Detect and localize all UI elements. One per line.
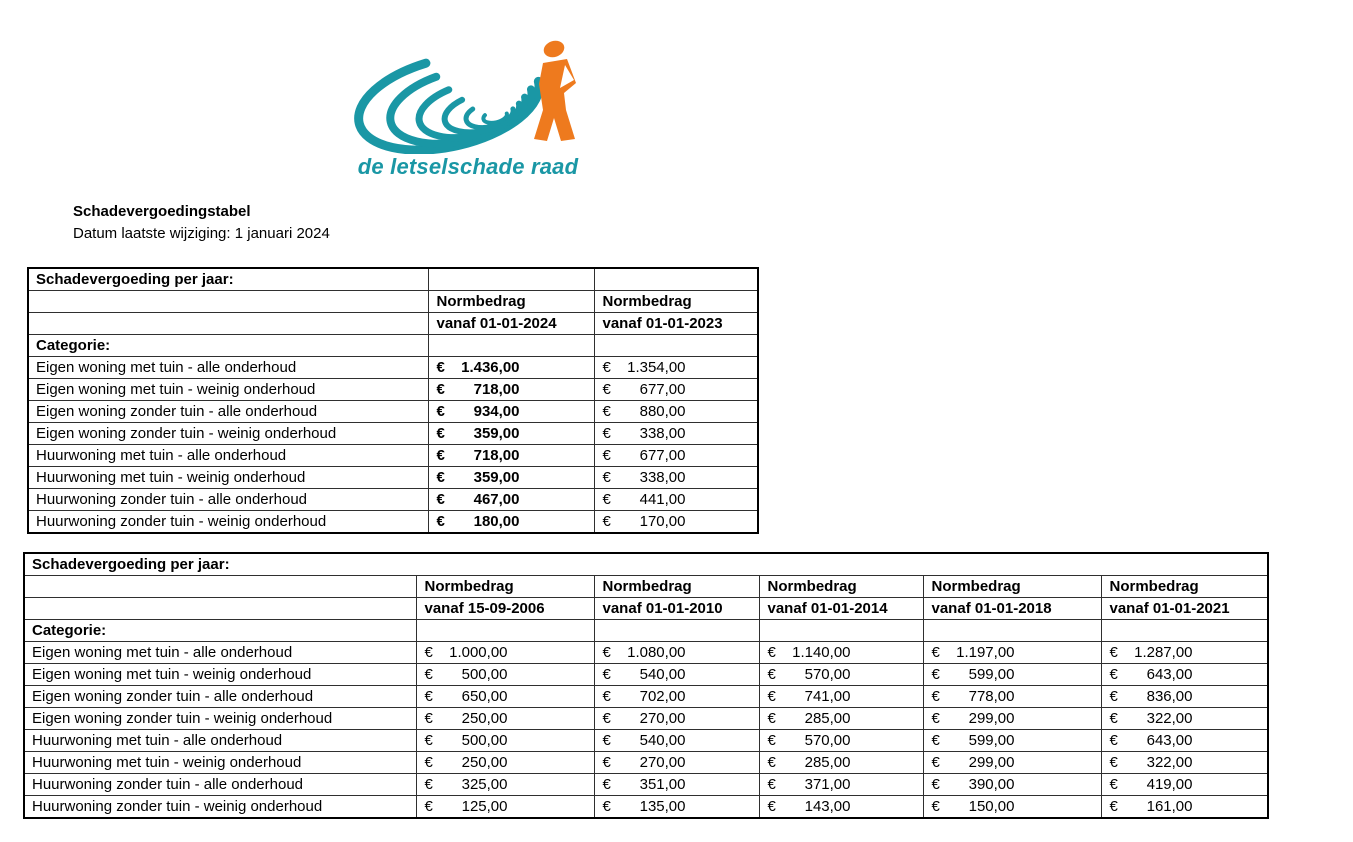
- amount-cell: [594, 730, 759, 752]
- table-row: [28, 489, 758, 511]
- column-subheader: vanaf 01-01-2024: [428, 313, 594, 335]
- amount: 299,00: [968, 754, 1015, 771]
- column-header: Normbedrag: [759, 576, 923, 598]
- euro-sign: €: [436, 403, 445, 420]
- euro-sign: €: [931, 754, 940, 771]
- empty-cell: [594, 268, 758, 291]
- euro-sign: €: [767, 754, 776, 771]
- amount: 643,00: [1146, 666, 1193, 683]
- amount: 1.140,00: [792, 644, 851, 661]
- column-subheader: vanaf 01-01-2021: [1101, 598, 1268, 620]
- amount: 540,00: [639, 666, 686, 683]
- euro-sign: €: [602, 513, 611, 530]
- amount-cell: [1101, 642, 1268, 664]
- category-header-row: [24, 620, 1268, 642]
- column-subheader: vanaf 01-01-2018: [923, 598, 1101, 620]
- amount-cell: [428, 467, 594, 489]
- empty-cell: [416, 620, 594, 642]
- category-cell: Eigen woning zonder tuin - alle onderhoud: [24, 686, 416, 708]
- amount-cell: [594, 467, 758, 489]
- letselschade-raad-logo: [350, 36, 586, 180]
- euro-sign: €: [424, 666, 433, 683]
- amount: 718,00: [473, 447, 520, 464]
- amount: 570,00: [804, 732, 851, 749]
- amount-cell: [594, 489, 758, 511]
- amount: 650,00: [461, 688, 508, 705]
- euro-sign: €: [767, 798, 776, 815]
- amount: 1.436,00: [461, 359, 520, 376]
- amount: 125,00: [461, 798, 508, 815]
- amount: 161,00: [1146, 798, 1193, 815]
- table-body: [24, 642, 1268, 819]
- amount-cell: [759, 686, 923, 708]
- amount: 1.000,00: [449, 644, 508, 661]
- document-header: [73, 201, 330, 245]
- euro-sign: €: [436, 491, 445, 508]
- euro-sign: €: [424, 776, 433, 793]
- amount: 880,00: [639, 403, 686, 420]
- category-cell: Eigen woning zonder tuin - weinig onderhoud: [28, 423, 428, 445]
- table-caption: Schadevergoeding per jaar:: [28, 268, 428, 291]
- amount-cell: [416, 752, 594, 774]
- euro-sign: €: [1109, 776, 1118, 793]
- amount: 677,00: [639, 447, 686, 464]
- euro-sign: €: [424, 732, 433, 749]
- amount-cell: [759, 664, 923, 686]
- euro-sign: €: [602, 491, 611, 508]
- table-caption-row: [24, 553, 1268, 576]
- euro-sign: €: [1109, 732, 1118, 749]
- euro-sign: €: [436, 447, 445, 464]
- amount: 322,00: [1146, 710, 1193, 727]
- euro-sign: €: [602, 666, 611, 683]
- category-cell: Huurwoning zonder tuin - alle onderhoud: [28, 489, 428, 511]
- euro-sign: €: [424, 644, 433, 661]
- document-subtitle: Datum laatste wijziging: 1 januari 2024: [73, 225, 330, 242]
- euro-sign: €: [602, 403, 611, 420]
- column-header: Normbedrag: [923, 576, 1101, 598]
- euro-sign: €: [436, 381, 445, 398]
- amount: 325,00: [461, 776, 508, 793]
- amount: 500,00: [461, 732, 508, 749]
- amount: 338,00: [639, 425, 686, 442]
- category-header: Categorie:: [24, 620, 416, 642]
- column-header: Normbedrag: [594, 291, 758, 313]
- amount-cell: [1101, 686, 1268, 708]
- empty-cell: [923, 620, 1101, 642]
- amount: 1.080,00: [627, 644, 686, 661]
- euro-sign: €: [602, 732, 611, 749]
- amount-cell: [1101, 796, 1268, 819]
- amount: 1.197,00: [956, 644, 1015, 661]
- amount-cell: [416, 642, 594, 664]
- empty-cell: [1101, 620, 1268, 642]
- amount: 570,00: [804, 666, 851, 683]
- category-cell: Eigen woning met tuin - weinig onderhoud: [24, 664, 416, 686]
- euro-sign: €: [424, 754, 433, 771]
- logo-wordmark: de letselschade raad: [357, 154, 579, 179]
- document-title: Schadevergoedingstabel: [73, 203, 251, 220]
- norm-table-historic: [23, 552, 1269, 819]
- category-cell: Eigen woning zonder tuin - weinig onderhoud: [24, 708, 416, 730]
- amount-cell: [416, 796, 594, 819]
- euro-sign: €: [1109, 754, 1118, 771]
- table-row: [24, 774, 1268, 796]
- table-row: [28, 379, 758, 401]
- amount-cell: [594, 445, 758, 467]
- amount: 1.354,00: [627, 359, 686, 376]
- amount: 467,00: [473, 491, 520, 508]
- amount: 270,00: [639, 710, 686, 727]
- euro-sign: €: [436, 469, 445, 486]
- euro-sign: €: [602, 359, 611, 376]
- euro-sign: €: [1109, 798, 1118, 815]
- amount: 778,00: [968, 688, 1015, 705]
- amount-cell: [759, 708, 923, 730]
- euro-sign: €: [931, 666, 940, 683]
- amount-cell: [759, 752, 923, 774]
- amount-cell: [759, 642, 923, 664]
- euro-sign: €: [424, 710, 433, 727]
- amount-cell: [428, 511, 594, 534]
- column-subheader: vanaf 01-01-2010: [594, 598, 759, 620]
- empty-cell: [759, 620, 923, 642]
- euro-sign: €: [767, 776, 776, 793]
- euro-sign: €: [1109, 666, 1118, 683]
- amount-cell: [594, 752, 759, 774]
- amount-cell: [594, 401, 758, 423]
- euro-sign: €: [767, 644, 776, 661]
- amount-cell: [428, 423, 594, 445]
- amount-cell: [594, 511, 758, 534]
- amount: 702,00: [639, 688, 686, 705]
- amount-cell: [594, 686, 759, 708]
- column-header-row: [24, 576, 1268, 598]
- category-cell: Huurwoning zonder tuin - weinig onderhoud: [24, 796, 416, 819]
- amount: 599,00: [968, 666, 1015, 683]
- table-row: [28, 423, 758, 445]
- euro-sign: €: [602, 425, 611, 442]
- logo-person-icon: [534, 38, 576, 141]
- euro-sign: €: [767, 666, 776, 683]
- category-cell: Huurwoning zonder tuin - alle onderhoud: [24, 774, 416, 796]
- amount-cell: [923, 708, 1101, 730]
- amount-cell: [594, 379, 758, 401]
- amount-cell: [428, 445, 594, 467]
- table-row: [24, 708, 1268, 730]
- amount: 351,00: [639, 776, 686, 793]
- amount: 285,00: [804, 710, 851, 727]
- empty-cell: [428, 335, 594, 357]
- column-subheader: vanaf 01-01-2023: [594, 313, 758, 335]
- amount: 419,00: [1146, 776, 1193, 793]
- column-header-row: [28, 291, 758, 313]
- amount: 250,00: [461, 710, 508, 727]
- amount-cell: [759, 796, 923, 819]
- amount: 150,00: [968, 798, 1015, 815]
- amount-cell: [923, 774, 1101, 796]
- euro-sign: €: [602, 776, 611, 793]
- amount-cell: [923, 664, 1101, 686]
- amount-cell: [428, 379, 594, 401]
- empty-cell: [28, 291, 428, 313]
- euro-sign: €: [424, 798, 433, 815]
- amount-cell: [1101, 664, 1268, 686]
- table-row: [28, 467, 758, 489]
- euro-sign: €: [602, 644, 611, 661]
- empty-cell: [24, 598, 416, 620]
- category-cell: Huurwoning met tuin - weinig onderhoud: [28, 467, 428, 489]
- category-cell: Eigen woning met tuin - alle onderhoud: [24, 642, 416, 664]
- amount-cell: [759, 730, 923, 752]
- euro-sign: €: [602, 447, 611, 464]
- amount: 599,00: [968, 732, 1015, 749]
- table-row: [28, 357, 758, 379]
- euro-sign: €: [436, 425, 445, 442]
- euro-sign: €: [424, 688, 433, 705]
- amount: 170,00: [639, 513, 686, 530]
- amount-cell: [594, 708, 759, 730]
- amount: 143,00: [804, 798, 851, 815]
- euro-sign: €: [931, 688, 940, 705]
- amount: 643,00: [1146, 732, 1193, 749]
- table-caption: Schadevergoeding per jaar:: [24, 553, 1268, 576]
- empty-cell: [594, 335, 758, 357]
- amount-cell: [1101, 752, 1268, 774]
- amount: 441,00: [639, 491, 686, 508]
- table-row: [24, 686, 1268, 708]
- category-cell: Huurwoning met tuin - alle onderhoud: [24, 730, 416, 752]
- empty-cell: [594, 620, 759, 642]
- euro-sign: €: [931, 644, 940, 661]
- logo-swoosh-figure-icon: [350, 36, 586, 154]
- amount: 836,00: [1146, 688, 1193, 705]
- table-row: [28, 401, 758, 423]
- category-cell: Eigen woning met tuin - weinig onderhoud: [28, 379, 428, 401]
- category-cell: Eigen woning met tuin - alle onderhoud: [28, 357, 428, 379]
- category-header-row: [28, 335, 758, 357]
- amount-cell: [428, 357, 594, 379]
- table-row: [28, 511, 758, 534]
- column-subheader-row: [28, 313, 758, 335]
- column-subheader: vanaf 15-09-2006: [416, 598, 594, 620]
- table-row: [24, 796, 1268, 819]
- amount-cell: [416, 708, 594, 730]
- table-row: [24, 642, 1268, 664]
- euro-sign: €: [767, 732, 776, 749]
- amount-cell: [594, 774, 759, 796]
- table-row: [24, 730, 1268, 752]
- amount: 338,00: [639, 469, 686, 486]
- table-header-rows: [28, 268, 758, 357]
- amount-cell: [923, 752, 1101, 774]
- column-header: Normbedrag: [428, 291, 594, 313]
- euro-sign: €: [1109, 688, 1118, 705]
- empty-cell: [24, 576, 416, 598]
- category-header: Categorie:: [28, 335, 428, 357]
- amount-cell: [416, 774, 594, 796]
- amount: 934,00: [473, 403, 520, 420]
- euro-sign: €: [1109, 644, 1118, 661]
- category-cell: Huurwoning zonder tuin - weinig onderhoud: [28, 511, 428, 534]
- amount: 250,00: [461, 754, 508, 771]
- euro-sign: €: [602, 381, 611, 398]
- empty-cell: [28, 313, 428, 335]
- euro-sign: €: [931, 732, 940, 749]
- euro-sign: €: [931, 710, 940, 727]
- euro-sign: €: [602, 710, 611, 727]
- table-caption-row: [28, 268, 758, 291]
- amount: 1.287,00: [1134, 644, 1193, 661]
- amount: 677,00: [639, 381, 686, 398]
- amount-cell: [923, 730, 1101, 752]
- table-row: [24, 664, 1268, 686]
- amount: 500,00: [461, 666, 508, 683]
- euro-sign: €: [1109, 710, 1118, 727]
- category-cell: Huurwoning met tuin - weinig onderhoud: [24, 752, 416, 774]
- amount-cell: [594, 357, 758, 379]
- amount: 180,00: [473, 513, 520, 530]
- amount: 540,00: [639, 732, 686, 749]
- amount: 285,00: [804, 754, 851, 771]
- norm-table-current: [27, 267, 759, 534]
- category-cell: Eigen woning zonder tuin - alle onderhoud: [28, 401, 428, 423]
- amount-cell: [923, 642, 1101, 664]
- amount: 390,00: [968, 776, 1015, 793]
- category-cell: Huurwoning met tuin - alle onderhoud: [28, 445, 428, 467]
- amount: 135,00: [639, 798, 686, 815]
- amount: 371,00: [804, 776, 851, 793]
- column-header: Normbedrag: [416, 576, 594, 598]
- column-subheader: vanaf 01-01-2014: [759, 598, 923, 620]
- table-body: [28, 357, 758, 534]
- column-header: Normbedrag: [1101, 576, 1268, 598]
- amount-cell: [923, 686, 1101, 708]
- euro-sign: €: [931, 776, 940, 793]
- amount-cell: [1101, 708, 1268, 730]
- euro-sign: €: [931, 798, 940, 815]
- amount: 718,00: [473, 381, 520, 398]
- euro-sign: €: [602, 688, 611, 705]
- euro-sign: €: [767, 688, 776, 705]
- amount-cell: [759, 774, 923, 796]
- amount: 299,00: [968, 710, 1015, 727]
- empty-cell: [428, 268, 594, 291]
- euro-sign: €: [602, 469, 611, 486]
- table-header-rows: [24, 553, 1268, 642]
- amount: 359,00: [473, 469, 520, 486]
- amount-cell: [923, 796, 1101, 819]
- amount: 359,00: [473, 425, 520, 442]
- euro-sign: €: [767, 710, 776, 727]
- euro-sign: €: [436, 359, 445, 376]
- amount-cell: [594, 423, 758, 445]
- amount-cell: [1101, 730, 1268, 752]
- amount: 322,00: [1146, 754, 1193, 771]
- amount-cell: [594, 642, 759, 664]
- amount-cell: [416, 686, 594, 708]
- amount-cell: [416, 664, 594, 686]
- table-row: [24, 752, 1268, 774]
- table-row: [28, 445, 758, 467]
- euro-sign: €: [602, 754, 611, 771]
- amount-cell: [428, 401, 594, 423]
- euro-sign: €: [436, 513, 445, 530]
- amount-cell: [594, 796, 759, 819]
- column-subheader-row: [24, 598, 1268, 620]
- amount-cell: [594, 664, 759, 686]
- column-header: Normbedrag: [594, 576, 759, 598]
- euro-sign: €: [602, 798, 611, 815]
- amount-cell: [1101, 774, 1268, 796]
- amount: 741,00: [804, 688, 851, 705]
- amount-cell: [416, 730, 594, 752]
- amount-cell: [428, 489, 594, 511]
- amount: 270,00: [639, 754, 686, 771]
